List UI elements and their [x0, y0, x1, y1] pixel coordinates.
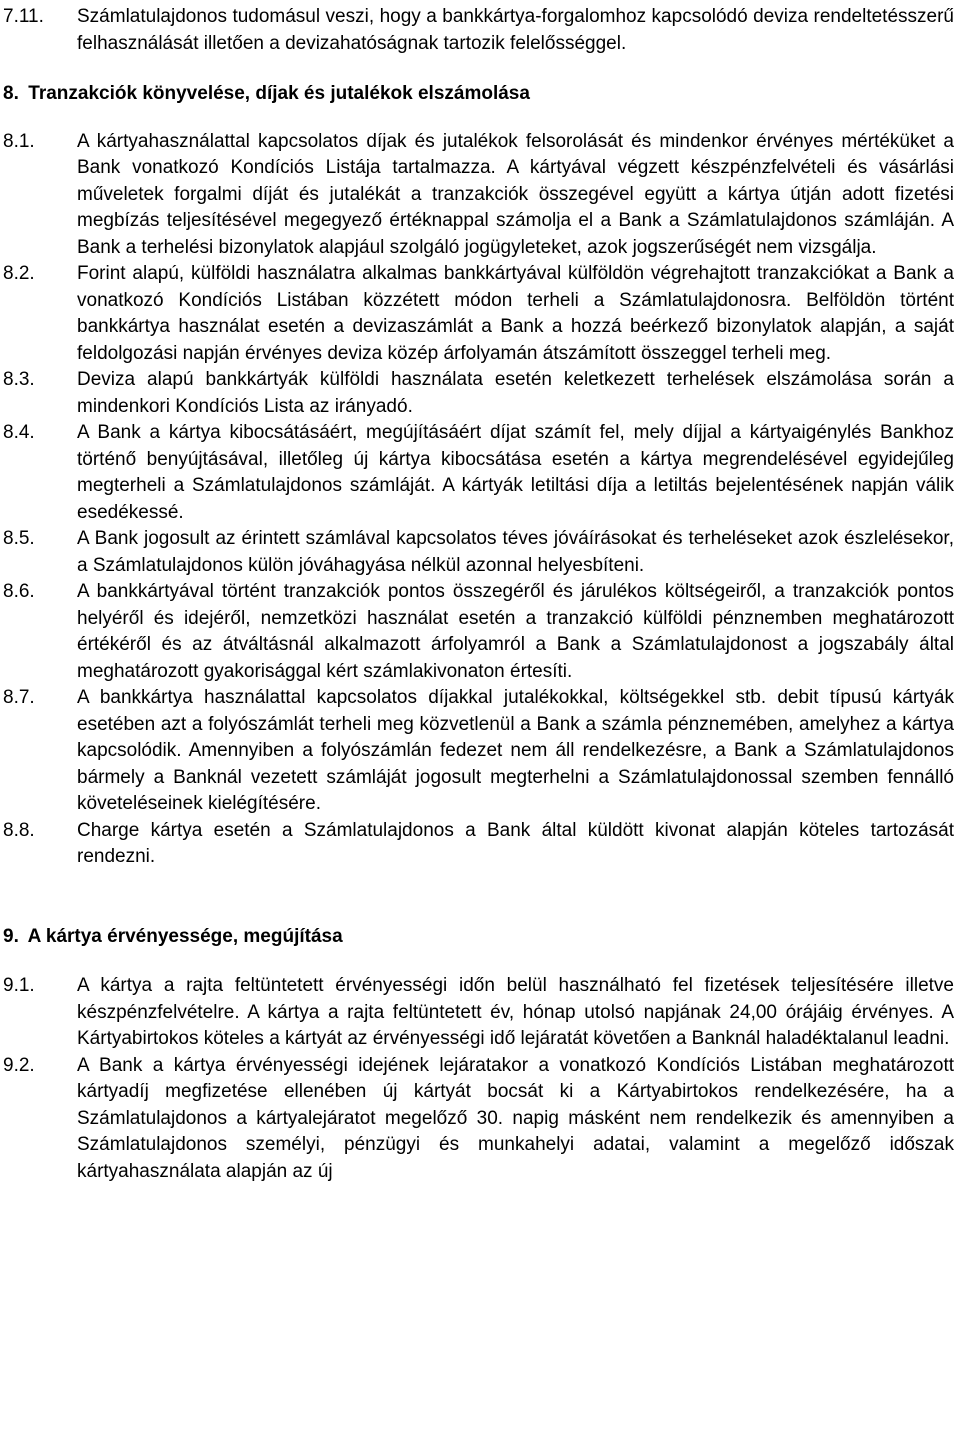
clause-text: A bankkártyával történt tranzakciók pontos összegéről és járulékos költségeiről, a tranzakciók pontos helyéről és idejéről, nemzetközi használat esetén a tranzakció külföldi pénznemben meghatározott értékéről és az átváltásnál alkalmazott árfolyamról a Bank a Számlatulajdonost a jogszabály által meghatározott gyakorisággal kért számlakivonaton értesíti. — [77, 581, 954, 682]
clause-number: 8.5. — [3, 528, 35, 549]
clause-8-4 — [0, 420, 960, 526]
clause-8-6 — [0, 579, 960, 685]
clause-number: 8.6. — [3, 581, 35, 602]
clause-text: A Bank a kártya kibocsátásáért, megújításáért díjat számít fel, mely díjjal a kártyaigénylés Bankhoz történő benyújtásával, illetőleg új kártya kibocsátása esetén a kártya megrendelésével egyidejűleg megterheli a Számlatulajdonos számláját. A kártyák letiltási díja a letiltás bejelentésének napján válik esedékessé. — [77, 422, 954, 523]
clause-text: Számlatulajdonos tudomásul veszi, hogy a bankkártya-forgalomhoz kapcsolódó deviza rendeltetésszerű felhasználását illetően a devizahatóságnak tartozik felelősséggel. — [77, 6, 954, 54]
clause-number: 8.3. — [3, 369, 35, 390]
clause-7-11 — [0, 4, 960, 57]
section-title: Tranzakciók könyvelése, díjak és jutalékok elszámolása — [28, 83, 530, 104]
section-number: 9. — [3, 925, 19, 947]
clause-8-8 — [0, 818, 960, 871]
clause-text: A Bank a kártya érvényességi idejének lejáratakor a vonatkozó Kondíciós Listában meghatározott kártyadíj megfizetése ellenében új kártyát bocsát ki a Kártyabirtokos rendelkezésére, ha a Számlatulajdonos a kártyalejáratot megelőző 30. napig másként nem rendelkezik és amennyiben a Számlatulajdonos személyi, pénzügyi és munkahelyi adatai, valamint a megelőző időszak kártyahasználata alapján az új — [77, 1054, 954, 1182]
clause-8-3 — [0, 367, 960, 420]
section-title: A kártya érvényessége, megújítása — [27, 925, 343, 947]
clause-number: 8.2. — [3, 263, 35, 284]
section-number: 8. — [3, 83, 19, 104]
clause-number: 8.7. — [3, 687, 35, 708]
section-heading-8 — [0, 81, 960, 108]
clause-number: 8.1. — [3, 130, 35, 152]
clause-number: 7.11. — [3, 6, 44, 27]
clause-number: 8.8. — [3, 819, 35, 841]
clause-8-5 — [0, 526, 960, 579]
clause-text: Forint alapú, külföldi használatra alkalmas bankkártyával külföldön végrehajtott tranzakciókat a Bank a vonatkozó Kondíciós Listában közzétett módon terheli a Számlatulajdonosra. Belföldön történt bankkártya használat esetén a devizaszámlát a Bank a hozzá beérkező bizonylatok alapján, a saját feldolgozási napján érvényes deviza közép árfolyamán átszámított összeggel terheli meg. — [77, 263, 954, 364]
clause-8-2 — [0, 261, 960, 367]
clause-text: A kártyahasználattal kapcsolatos díjak és jutalékok felsorolását és mindenkor érvényes mértéküket a Bank vonatkozó Kondíciós Listája tartalmazza. A kártyával végzett készpénzfelvételi és vásárlási műveletek forgalmi díját és jutalékát a tranzakciók összegével együtt a kártya útján adott fizetési megbízás teljesítésével megegyező értéknappal számolja el a Bank a Számlatulajdonos számláján. A Bank a terhelési bizonylatok alapjául szolgáló jogügyleteket, azok jogszerűségét nem vizsgálja. — [77, 130, 954, 258]
clause-8-1 — [0, 129, 960, 262]
clause-text: A bankkártya használattal kapcsolatos díjakkal jutalékokkal, költségekkel stb. debit típusú kártyák esetében azt a folyószámlát terheli meg közvetlenül a Bank a számla pénznemében, amelyhez a kártya kapcsolódik. Amennyiben a folyószámlán fedezet nem áll rendelkezésre, a Bank a Számlatulajdonos bármely a Banknál vezetett számláját jogosult megterhelni a Számlatulajdonossal szemben fennálló követeléseinek kielégítésére. — [77, 687, 954, 814]
clause-text: A Bank jogosult az érintett számlával kapcsolatos téves jóváírásokat és terheléseket azok észlelésekor, a Számlatulajdonos külön jóváhagyása nélkül azonnal helyesbíteni. — [77, 528, 954, 576]
clause-text: Deviza alapú bankkártyák külföldi használata esetén keletkezett terhelések elszámolása során a mindenkori Kondíciós Lista az irányadó. — [77, 369, 954, 417]
clause-number: 9.1. — [3, 975, 35, 996]
section-heading-9 — [0, 924, 960, 951]
clause-number: 9.2. — [3, 1054, 35, 1076]
clause-8-7 — [0, 685, 960, 818]
clause-number: 8.4. — [3, 422, 35, 443]
clause-text: Charge kártya esetén a Számlatulajdonos a Bank által küldött kivonat alapján köteles tartozását rendezni. — [77, 819, 954, 867]
clause-9-2 — [0, 1053, 960, 1186]
clause-9-1 — [0, 973, 960, 1053]
clause-text: A kártya a rajta feltüntetett érvényességi időn belül használható fel fizetések teljesítésére illetve készpénzfelvételre. A kártya a rajta feltüntetett év, hónap utolsó napjának 24,00 órájáig érvényes. A Kártyabirtokos köteles a kártyát az érvényességi idő lejáratát követően a Banknál haladéktalanul leadni. — [77, 975, 954, 1049]
